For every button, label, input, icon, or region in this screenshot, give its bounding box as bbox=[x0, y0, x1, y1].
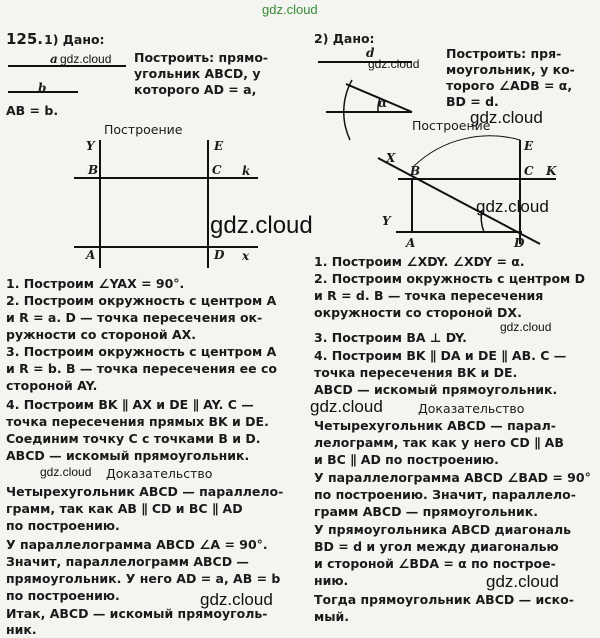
right-part-label: 2) Дано: bbox=[314, 31, 375, 46]
right-step-1: 1. Построим ∠XDY. ∠XDY = α. bbox=[314, 254, 525, 269]
right-proof-2: лелограмм, так как у него CD ∥ AB bbox=[314, 435, 564, 450]
given-alpha-label: α bbox=[378, 96, 388, 110]
left-step-5: 3. Построим окружность с центром A bbox=[6, 344, 277, 359]
right-construction-title: Построение bbox=[412, 118, 491, 133]
label-Y: Y bbox=[86, 139, 95, 153]
left-proof-8: Итак, ABCD — искомый прямоуголь- bbox=[6, 606, 268, 621]
left-step-1: 1. Построим ∠YAX = 90°. bbox=[6, 276, 185, 291]
watermark-small: gdz.cloud bbox=[368, 57, 420, 71]
label-E-right: E bbox=[524, 139, 534, 153]
watermark-large: gdz.cloud bbox=[210, 212, 313, 239]
given-eq: AB = b. bbox=[6, 103, 59, 118]
right-proof-8: BD = d и угол между диагональю bbox=[314, 539, 559, 554]
left-proof-9: ник. bbox=[6, 622, 37, 637]
label-B: B bbox=[88, 163, 99, 177]
right-proof-12: мый. bbox=[314, 609, 350, 624]
right-proof-7: У прямоугольника ABCD диагональ bbox=[314, 522, 572, 537]
left-step-7: стороной AY. bbox=[6, 378, 98, 393]
left-step-6: и R = b. B — точка пересечения ее со bbox=[6, 361, 277, 376]
right-step-6: 4. Построим BK ∥ DA и DE ∥ AB. C — bbox=[314, 348, 567, 363]
label-B-right: B bbox=[410, 164, 421, 178]
right-step-4: окружности со стороной DX. bbox=[314, 305, 522, 320]
right-proof-4: У параллелограмма ABCD ∠BAD = 90° bbox=[314, 470, 591, 485]
watermark-medium: gdz.cloud bbox=[486, 572, 559, 591]
label-A: A bbox=[86, 248, 96, 262]
given-d-label: d bbox=[366, 46, 375, 60]
right-proof-6: грамм ABCD — прямоугольник. bbox=[314, 504, 539, 519]
label-X: X bbox=[386, 151, 396, 165]
right-task-4: BD = d. bbox=[446, 94, 499, 109]
given-a-label: a bbox=[50, 52, 58, 66]
label-C: C bbox=[212, 163, 222, 177]
watermark-medium: gdz.cloud bbox=[310, 397, 383, 416]
label-x: x bbox=[242, 249, 250, 263]
left-proof-3: по построению. bbox=[6, 518, 120, 533]
right-proof-10: нию. bbox=[314, 573, 349, 588]
left-step-11: ABCD — искомый прямоугольник. bbox=[6, 448, 250, 463]
left-step-3: и R = a. D — точка пересечения ок- bbox=[6, 310, 263, 325]
watermark-top: gdz.cloud bbox=[262, 2, 318, 17]
right-proof-title: Доказательство bbox=[418, 401, 525, 416]
right-step-5: 3. Построим BA ⊥ DY. bbox=[314, 330, 467, 345]
watermark-small: gdz.cloud bbox=[500, 320, 552, 334]
left-step-9: точка пересечения прямых BK и DE. bbox=[6, 414, 269, 429]
right-step-2: 2. Построим окружность с центром D bbox=[314, 271, 585, 286]
left-proof-title: Доказательство bbox=[106, 466, 213, 481]
watermark-medium: gdz.cloud bbox=[200, 590, 273, 609]
watermark-small: gdz.cloud bbox=[40, 465, 92, 479]
left-construction-title: Построение bbox=[104, 122, 183, 137]
left-proof-4: У параллелограмма ABCD ∠A = 90°. bbox=[6, 537, 268, 552]
problem-number: 125. bbox=[6, 30, 44, 48]
left-step-10: Соединим точку C с точками B и D. bbox=[6, 431, 261, 446]
given-arc-large bbox=[344, 80, 352, 140]
right-step-7: точка пересечения BK и DE. bbox=[314, 365, 518, 380]
watermark-small: gdz.cloud bbox=[60, 52, 112, 66]
right-task-3: торого ∠ADB = α, bbox=[446, 78, 573, 93]
left-step-4: ружности со стороной AX. bbox=[6, 327, 197, 342]
label-D: D bbox=[214, 248, 225, 262]
given-b-label: b bbox=[38, 81, 47, 95]
right-proof-1: Четырехугольник ABCD — парал- bbox=[314, 418, 556, 433]
left-task-2: угольник ABCD, у bbox=[134, 66, 261, 81]
left-step-2: 2. Построим окружность с центром A bbox=[6, 293, 277, 308]
left-task-3: которого AD = a, bbox=[134, 82, 257, 97]
label-Y-right: Y bbox=[382, 214, 391, 228]
label-C-right: C bbox=[524, 164, 534, 178]
right-step-3: и R = d. B — точка пересечения bbox=[314, 288, 544, 303]
right-proof-3: и BC ∥ AD по построению. bbox=[314, 452, 499, 467]
left-task-1: Построить: прямо- bbox=[134, 50, 269, 65]
watermark-medium: gdz.cloud bbox=[476, 197, 549, 216]
label-K-right: K bbox=[546, 164, 557, 178]
circle-arc-right bbox=[414, 136, 520, 166]
watermark-medium: gdz.cloud bbox=[470, 108, 543, 127]
label-D-right: D bbox=[514, 236, 525, 250]
left-part-label: 1) Дано: bbox=[44, 32, 105, 47]
right-task-2: моугольник, у ко- bbox=[446, 62, 575, 77]
left-step-8: 4. Построим BK ∥ AX и DE ∥ AY. C — bbox=[6, 397, 254, 412]
right-proof-11: Тогда прямоугольник ABCD — иско- bbox=[314, 592, 574, 607]
right-step-8: ABCD — искомый прямоугольник. bbox=[314, 382, 558, 397]
label-k: k bbox=[242, 164, 251, 178]
label-E: E bbox=[214, 139, 224, 153]
left-proof-6: прямоугольник. У него AD = a, AB = b bbox=[6, 571, 281, 586]
left-proof-7: по построению. bbox=[6, 588, 120, 603]
right-proof-9: и стороной ∠BDA = α по построе- bbox=[314, 556, 556, 571]
left-proof-5: Значит, параллелограмм ABCD — bbox=[6, 554, 249, 569]
left-proof-1: Четырехугольник ABCD — параллело- bbox=[6, 484, 284, 499]
label-A-right: A bbox=[406, 236, 416, 250]
right-task-1: Построить: пря- bbox=[446, 46, 562, 61]
left-proof-2: грамм, так как AB ∥ CD и BC ∥ AD bbox=[6, 501, 243, 516]
right-proof-5: по построению. Значит, параллело- bbox=[314, 487, 576, 502]
